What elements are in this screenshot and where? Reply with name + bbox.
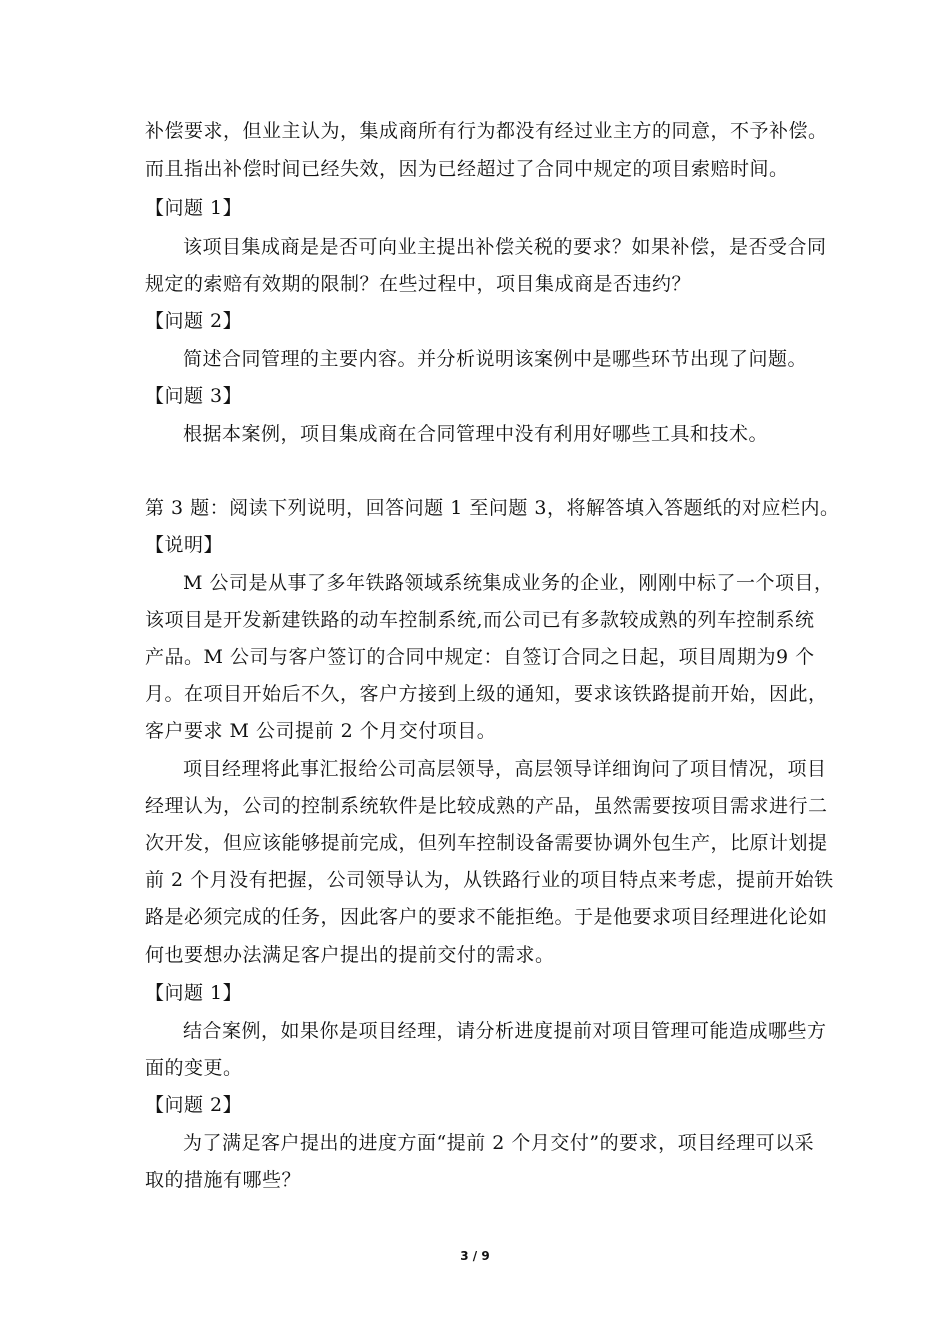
section-heading: 第 3 题：阅读下列说明，回答问题 1 至问题 3，将解答填入答题纸的对应栏内。: [145, 497, 840, 519]
paragraph-line: 前 2 个月没有把握，公司领导认为，从铁路行业的项目特点来考虑，提前开始铁: [145, 869, 834, 891]
explanation-heading: 【说明】: [145, 534, 224, 556]
question-heading: 【问题 1】: [145, 982, 243, 1004]
paragraph-line: 面的变更。: [145, 1057, 243, 1079]
paragraph-line: 何也要想办法满足客户提出的提前交付的需求。: [145, 944, 555, 966]
question-heading: 【问题 1】: [145, 197, 243, 219]
paragraph-line: 客户要求 M 公司提前 2 个月交付项目。: [145, 720, 497, 742]
question-heading: 【问题 2】: [145, 1094, 243, 1116]
paragraph-line: 简述合同管理的主要内容。并分析说明该案例中是哪些环节出现了问题。: [183, 348, 808, 370]
paragraph-line: 产品。M 公司与客户签订的合同中规定：自签订合同之日起，项目周期为9 个: [145, 646, 815, 668]
question-heading: 【问题 3】: [145, 385, 243, 407]
paragraph-line: 而且指出补偿时间已经失效，因为已经超过了合同中规定的项目索赔时间。: [145, 158, 789, 180]
question-heading: 【问题 2】: [145, 310, 243, 332]
paragraph-line: 经理认为，公司的控制系统软件是比较成熟的产品，虽然需要按项目需求进行二: [145, 795, 828, 817]
paragraph-line: 该项目是开发新建铁路的动车控制系统,而公司已有多款较成熟的列车控制系统: [145, 609, 815, 631]
paragraph-line: 规定的索赔有效期的限制？在些过程中，项目集成商是否违约？: [145, 273, 692, 295]
page-number: 3 / 9: [460, 1249, 490, 1263]
paragraph-line: 次开发，但应该能够提前完成，但列车控制设备需要协调外包生产，比原计划提: [145, 832, 828, 854]
paragraph-line: 补偿要求，但业主认为，集成商所有行为都没有经过业主方的同意，不予补偿。: [145, 120, 828, 142]
paragraph-line: 该项目集成商是是否可向业主提出补偿关税的要求？如果补偿，是否受合同: [183, 236, 827, 258]
paragraph-line: 取的措施有哪些？: [145, 1169, 302, 1191]
paragraph-line: 项目经理将此事汇报给公司高层领导，高层领导详细询问了项目情况，项目: [183, 758, 827, 780]
paragraph-line: 路是必须完成的任务，因此客户的要求不能拒绝。于是他要求项目经理进化论如: [145, 906, 828, 928]
paragraph-line: 为了满足客户提出的进度方面“提前 2 个月交付”的要求，项目经理可以采: [183, 1132, 815, 1154]
paragraph-line: 月。在项目开始后不久，客户方接到上级的通知，要求该铁路提前开始，因此，: [145, 683, 828, 705]
paragraph-line: 结合案例，如果你是项目经理，请分析进度提前对项目管理可能造成哪些方: [183, 1020, 827, 1042]
paragraph-line: M 公司是从事了多年铁路领域系统集成业务的企业，刚刚中标了一个项目，: [183, 572, 834, 594]
paragraph-line: 根据本案例，项目集成商在合同管理中没有利用好哪些工具和技术。: [183, 423, 769, 445]
